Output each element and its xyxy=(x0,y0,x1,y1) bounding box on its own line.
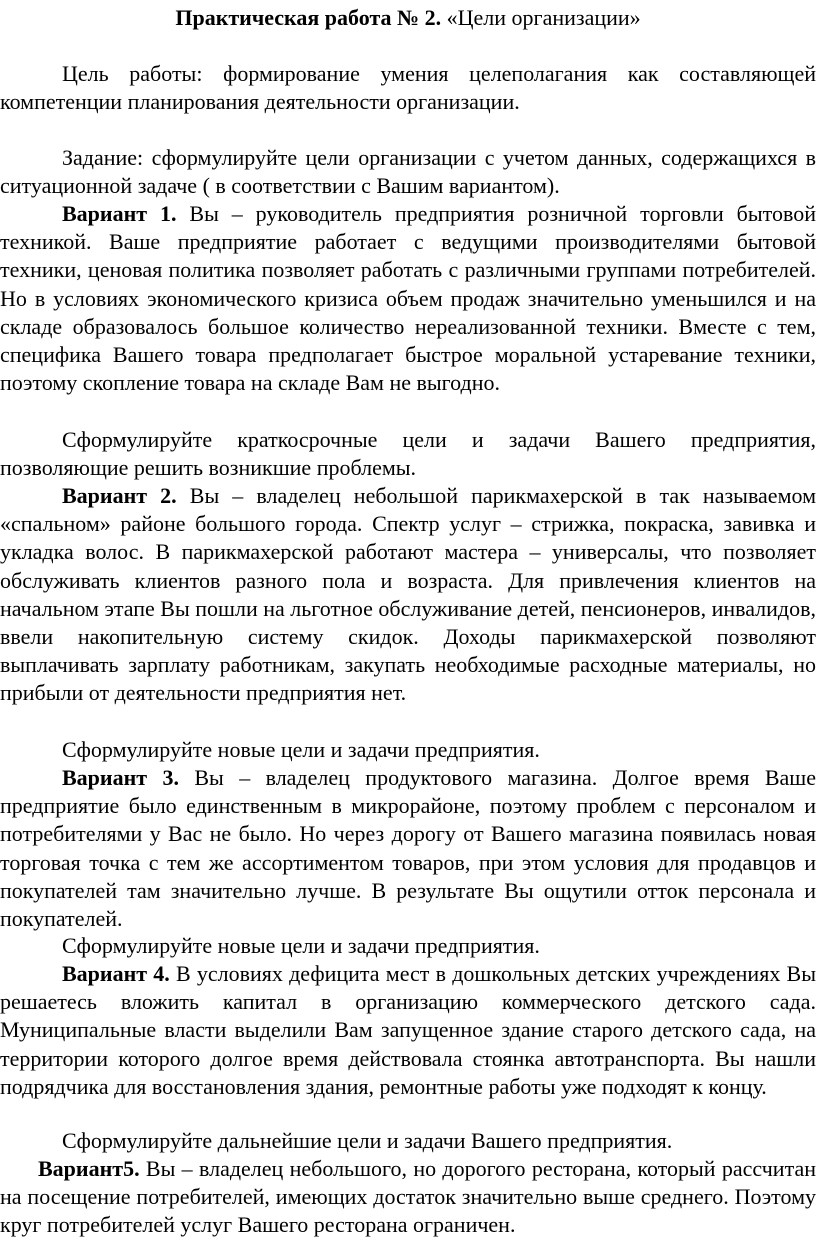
variant-4-assignment: Сформулируйте дальнейшие цели и задачи Вашего предприятия. xyxy=(62,1128,673,1153)
variant-2-paragraph xyxy=(0,482,816,708)
goal-paragraph: Цель работы: формирование умения целеполагания как составляющей компетенции планирования деятельности организации. xyxy=(0,61,816,115)
variant-3-assignment: Сформулируйте новые цели и задачи предприятия. xyxy=(62,933,540,958)
variant-1-assignment: Сформулируйте краткосрочные цели и задачи Вашего предприятия, позволяющие решить возникшие проблемы. xyxy=(0,427,816,481)
variant-1-label: Вариант 1. xyxy=(62,201,177,226)
variant-3-text: Вы – владелец продуктового магазина. Долгое время Ваше предприятие было единственным в микрорайоне, поэтому проблем с персоналом и потребителями у Вас не было. Но через дорогу от Вашего магазина появилась новая торговая точка с тем же ассортиментом товаров, при этом условия для продавцов и покупателей там значительно лучше. В результате Вы ощутили отток персонала и покупателей. xyxy=(0,765,816,932)
variant-4-text: В условиях дефицита мест в дошкольных детских учреждениях Вы решаетесь вложить капитал в организацию коммерческого детского сада. Муниципальные власти выделили Вам запущенное здание старого детского сада, на территории которого долгое время действовала стоянка автотранспорта. Вы нашли подрядчика для восстановления здания, ремонтные работы уже подходят к концу. xyxy=(0,961,816,1099)
variant-3-label: Вариант 3. xyxy=(62,765,179,790)
title-bold: Практическая работа № 2. xyxy=(175,5,442,30)
variant-1-paragraph xyxy=(0,200,816,397)
variant-5-text: Вы – владелец небольшого, но дорогого ресторана, который рассчитан на посещение потребителей, имеющих достаток значительно выше среднего. Поэтому круг потребителей услуг Вашего ресторана ограничен. xyxy=(0,1156,816,1238)
task-paragraph: Задание: сформулируйте цели организации с учетом данных, содержащихся в ситуационной задаче ( в соответствии с Вашим вариантом). xyxy=(0,145,816,199)
variant-2-assignment: Сформулируйте новые цели и задачи предприятия. xyxy=(62,737,540,762)
title-rest: «Цели организации» xyxy=(441,5,641,30)
variant-2-label: Вариант 2. xyxy=(62,483,177,508)
variant-5-label: Вариант5. xyxy=(38,1156,140,1181)
variant-2-text: Вы – владелец небольшой парикмахерской в так называемом «спальном» районе большого города. Спектр услуг – стрижка, покраска, завивка и укладка волос. В парикмахерской работают мастера – универсалы, что позволяет обслуживать клиентов разного пола и возраста. Для привлечения клиентов на начальном этапе Вы пошли на льготное обслуживание детей, пенсионеров, инвалидов, ввели накопительную систему скидок. Доходы парикмахерской позволяют выплачивать зарплату работникам, закупать необходимые расходные материалы, но прибыли от деятельности предприятия нет. xyxy=(0,483,816,706)
document-title xyxy=(0,4,816,32)
variant-3-paragraph xyxy=(0,764,816,933)
variant-1-text: Вы – руководитель предприятия розничной торговли бытовой техникой. Ваше предприятие работает с ведущими производителями бытовой техники, ценовая политика позволяет работать с различными группами потребителей. Но в условиях экономического кризиса объем продаж значительно уменьшился и на складе образовалось большое количество нереализованной техники. Вместе с тем, специфика Вашего товара предполагает быстрое моральной устаревание техники, поэтому скопление товара на складе Вам не выгодно. xyxy=(0,201,816,396)
variant-5-paragraph xyxy=(0,1155,816,1240)
variant-4-paragraph xyxy=(0,960,816,1101)
variant-4-label: Вариант 4. xyxy=(62,961,170,986)
